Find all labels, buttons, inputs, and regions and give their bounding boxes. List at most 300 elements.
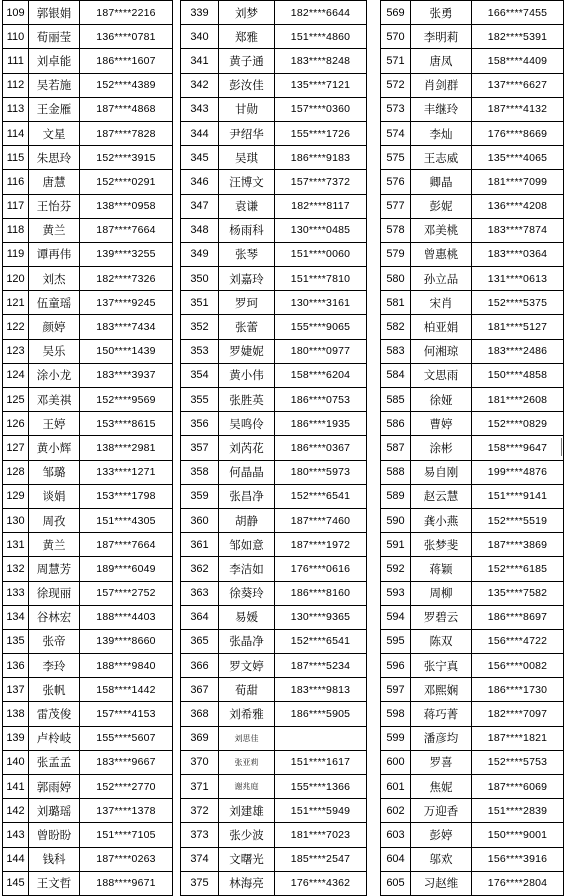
row-number-cell: 587 [381,436,411,460]
phone-cell: 130****9365 [275,605,367,629]
phone-cell: 152****0291 [80,170,173,194]
row-number-cell: 360 [181,508,219,532]
phone-cell: 153****8615 [80,412,173,436]
name-cell: 曹婷 [411,412,472,436]
name-cell: 刘芮花 [219,436,275,460]
name-cell: 周柳 [411,581,472,605]
table-row [3,315,173,339]
table-row [381,315,564,339]
table-row [3,218,173,242]
phone-cell: 186****1607 [80,49,173,73]
name-cell: 张宁真 [411,654,472,678]
name-cell: 张晶净 [219,629,275,653]
row-number-cell: 601 [381,775,411,799]
phone-cell: 156****3916 [472,847,564,871]
name-cell: 习赵维 [411,871,472,895]
row-number-cell: 113 [3,97,29,121]
table-row [181,121,367,145]
row-number-cell: 130 [3,508,29,532]
row-number-cell: 350 [181,267,219,291]
table-row [181,49,367,73]
name-cell: 吴琪 [219,146,275,170]
name-cell: 邓美祺 [29,388,80,412]
phone-cell: 137****9245 [80,291,173,315]
table-row [3,25,173,49]
phone-cell: 155****1366 [275,775,367,799]
name-cell: 袁谦 [219,194,275,218]
phone-cell: 183****7874 [472,218,564,242]
row-number-cell: 600 [381,750,411,774]
row-number-cell: 127 [3,436,29,460]
table-row [181,775,367,799]
name-cell: 刘杰 [29,267,80,291]
phone-cell: 158****9647 [472,436,564,460]
row-number-cell: 142 [3,799,29,823]
phone-cell: 182****7326 [80,267,173,291]
row-number-cell: 361 [181,533,219,557]
name-cell: 伍童瑶 [29,291,80,315]
phone-cell: 150****4858 [472,363,564,387]
phone-cell: 151****1617 [275,750,367,774]
phone-cell: 186****8160 [275,581,367,605]
row-number-cell: 115 [3,146,29,170]
row-number-cell: 352 [181,315,219,339]
roster-body [181,1,367,896]
name-cell: 汪博文 [219,170,275,194]
phone-cell: 152****6541 [275,629,367,653]
table-row [181,533,367,557]
name-cell: 刘璐瑶 [29,799,80,823]
table-row [181,726,367,750]
row-number-cell: 145 [3,871,29,895]
name-cell: 黄兰 [29,533,80,557]
row-number-cell: 596 [381,654,411,678]
row-number-cell: 572 [381,73,411,97]
row-number-cell: 373 [181,823,219,847]
table-row [3,412,173,436]
row-number-cell: 584 [381,363,411,387]
table-row [3,823,173,847]
name-cell: 郭银娟 [29,1,80,25]
name-cell: 谷林宏 [29,605,80,629]
table-row [381,629,564,653]
phone-cell: 188****9840 [80,654,173,678]
phone-cell: 187****4868 [80,97,173,121]
name-cell: 焦妮 [411,775,472,799]
phone-cell: 151****5949 [275,799,367,823]
table-row [3,97,173,121]
row-number-cell: 356 [181,412,219,436]
phone-cell: 187****7664 [80,218,173,242]
name-cell: 张琴 [219,242,275,266]
table-row [181,605,367,629]
row-number-cell: 137 [3,678,29,702]
table-row [3,291,173,315]
table-row [381,726,564,750]
table-row [3,49,173,73]
name-cell: 黄小辉 [29,436,80,460]
row-number-cell: 597 [381,678,411,702]
phone-cell: 183****9667 [80,750,173,774]
name-cell: 陈双 [411,629,472,653]
name-cell: 卿晶 [411,170,472,194]
row-number-cell: 119 [3,242,29,266]
row-number-cell: 602 [381,799,411,823]
phone-cell: 137****1378 [80,799,173,823]
name-cell: 何湘琼 [411,339,472,363]
table-row [3,363,173,387]
name-cell: 张勇 [411,1,472,25]
phone-cell: 151****4305 [80,508,173,532]
name-cell: 刘希雅 [219,702,275,726]
phone-cell: 151****9141 [472,484,564,508]
phone-cell: 151****0060 [275,242,367,266]
name-cell: 徐现丽 [29,581,80,605]
row-number-cell: 128 [3,460,29,484]
phone-cell: 157****0360 [275,97,367,121]
row-number-cell: 129 [3,484,29,508]
name-cell: 蒋巧菁 [411,702,472,726]
name-cell: 肖剑群 [411,73,472,97]
table-row [181,750,367,774]
name-cell: 王金雁 [29,97,80,121]
phone-cell: 186****8697 [472,605,564,629]
phone-cell: 139****3255 [80,242,173,266]
row-number-cell: 604 [381,847,411,871]
row-number-cell: 594 [381,605,411,629]
phone-cell: 150****1439 [80,339,173,363]
name-cell: 王婷 [29,412,80,436]
phone-cell: 135****4065 [472,146,564,170]
name-cell: 彭婷 [411,823,472,847]
table-row [3,508,173,532]
row-number-cell: 595 [381,629,411,653]
table-row [381,97,564,121]
table-row [181,291,367,315]
row-number-cell: 603 [381,823,411,847]
row-number-cell: 582 [381,315,411,339]
phone-cell: 187****3869 [472,533,564,557]
table-row [381,121,564,145]
row-number-cell: 580 [381,267,411,291]
row-number-cell: 574 [381,121,411,145]
row-number-cell: 344 [181,121,219,145]
table-row [3,557,173,581]
phone-cell: 188****4403 [80,605,173,629]
row-number-cell: 586 [381,412,411,436]
row-number-cell: 347 [181,194,219,218]
name-cell: 何晶晶 [219,460,275,484]
row-number-cell: 135 [3,629,29,653]
table-row [3,242,173,266]
row-number-cell: 132 [3,557,29,581]
table-row [3,146,173,170]
phone-cell: 152****0829 [472,412,564,436]
row-number-cell: 374 [181,847,219,871]
name-cell: 李洁如 [219,557,275,581]
phone-cell: 186****0753 [275,388,367,412]
table-row [3,678,173,702]
name-cell: 文思雨 [411,363,472,387]
name-cell: 郑雅 [219,25,275,49]
table-row [381,146,564,170]
table-row [3,1,173,25]
name-cell: 尹绍华 [219,121,275,145]
name-cell: 文星 [29,121,80,145]
phone-cell: 130****3161 [275,291,367,315]
table-row [3,388,173,412]
phone-cell: 152****3915 [80,146,173,170]
row-number-cell: 110 [3,25,29,49]
name-cell: 徐葵玲 [219,581,275,605]
name-cell: 邬欢 [411,847,472,871]
table-row [181,363,367,387]
phone-cell: 188****9671 [80,871,173,895]
phone-cell: 157****4153 [80,702,173,726]
name-cell: 郭雨婷 [29,775,80,799]
name-cell: 邓熙娴 [411,678,472,702]
phone-cell: 155****1726 [275,121,367,145]
name-cell: 黄小伟 [219,363,275,387]
row-number-cell: 111 [3,49,29,73]
table-row [3,581,173,605]
row-number-cell: 367 [181,678,219,702]
phone-cell: 187****7664 [80,533,173,557]
row-number-cell: 133 [3,581,29,605]
name-cell: 张胜英 [219,388,275,412]
name-cell: 黄子通 [219,49,275,73]
name-cell: 王文哲 [29,871,80,895]
row-number-cell: 569 [381,1,411,25]
row-number-cell: 371 [181,775,219,799]
row-number-cell: 140 [3,750,29,774]
row-number-cell: 570 [381,25,411,49]
roster-table-2 [180,0,367,896]
phone-cell: 183****9813 [275,678,367,702]
row-number-cell: 345 [181,146,219,170]
table-row [181,267,367,291]
table-row [181,170,367,194]
phone-cell: 155****9065 [275,315,367,339]
table-row [3,871,173,895]
phone-cell: 176****8669 [472,121,564,145]
name-cell: 丰继玲 [411,97,472,121]
phone-cell: 183****7434 [80,315,173,339]
name-cell: 涂彬 [411,436,472,460]
phone-cell: 181****7099 [472,170,564,194]
phone-cell: 158****6204 [275,363,367,387]
name-cell: 邓美桃 [411,218,472,242]
phone-cell [275,726,367,750]
phone-cell: 199****4876 [472,460,564,484]
phone-cell: 186****9183 [275,146,367,170]
table-row [181,412,367,436]
name-cell: 刘卓能 [29,49,80,73]
row-number-cell: 358 [181,460,219,484]
table-row [381,339,564,363]
row-number-cell: 605 [381,871,411,895]
table-row [381,25,564,49]
name-cell: 胡静 [219,508,275,532]
name-cell: 蒋颖 [411,557,472,581]
roster-table-3 [380,0,564,896]
table-row [3,339,173,363]
phone-cell: 176****0616 [275,557,367,581]
row-number-cell: 372 [181,799,219,823]
row-number-cell: 114 [3,121,29,145]
table-row [381,557,564,581]
name-cell: 周慧芳 [29,557,80,581]
table-row [3,436,173,460]
phone-cell: 187****0263 [80,847,173,871]
phone-cell: 152****2770 [80,775,173,799]
row-number-cell: 579 [381,242,411,266]
table-row [3,605,173,629]
table-row [3,847,173,871]
phone-cell: 180****0977 [275,339,367,363]
roster-table-1 [2,0,173,896]
phone-cell: 136****0781 [80,25,173,49]
name-cell: 柏亚娟 [411,315,472,339]
name-cell: 张亚莉 [219,750,275,774]
phone-cell: 139****8660 [80,629,173,653]
row-number-cell: 144 [3,847,29,871]
table-row [381,823,564,847]
table-row [381,605,564,629]
table-row [381,218,564,242]
phone-cell: 150****9001 [472,823,564,847]
row-number-cell: 362 [181,557,219,581]
name-cell: 赵云慧 [411,484,472,508]
name-cell: 张帆 [29,678,80,702]
row-number-cell: 592 [381,557,411,581]
row-number-cell: 348 [181,218,219,242]
row-number-cell: 122 [3,315,29,339]
name-cell: 谈娟 [29,484,80,508]
row-number-cell: 366 [181,654,219,678]
phone-cell: 180****5973 [275,460,367,484]
phone-cell: 131****0613 [472,267,564,291]
name-cell: 吴乐 [29,339,80,363]
table-row [181,339,367,363]
table-row [381,363,564,387]
row-number-cell: 357 [181,436,219,460]
table-row [381,750,564,774]
table-row [181,557,367,581]
text-cursor-mark [561,438,562,456]
row-number-cell: 576 [381,170,411,194]
table-row [381,871,564,895]
row-number-cell: 585 [381,388,411,412]
phone-cell: 152****6541 [275,484,367,508]
phone-cell: 183****2486 [472,339,564,363]
name-cell: 王怡芬 [29,194,80,218]
row-number-cell: 598 [381,702,411,726]
phone-cell: 176****2804 [472,871,564,895]
phone-cell: 186****1730 [472,678,564,702]
phone-cell: 186****5905 [275,702,367,726]
table-row [381,533,564,557]
phone-cell: 186****1935 [275,412,367,436]
table-row [381,194,564,218]
table-row [381,460,564,484]
table-row [3,726,173,750]
name-cell: 万迎香 [411,799,472,823]
phone-cell: 182****8117 [275,194,367,218]
name-cell: 龚小燕 [411,508,472,532]
row-number-cell: 581 [381,291,411,315]
row-number-cell: 370 [181,750,219,774]
name-cell: 邹璐 [29,460,80,484]
table-row [381,49,564,73]
name-cell: 荀甜 [219,678,275,702]
phone-cell: 182****6644 [275,1,367,25]
name-cell: 谭再伟 [29,242,80,266]
table-row [3,750,173,774]
table-row [381,702,564,726]
phone-cell: 183****8248 [275,49,367,73]
phone-cell: 183****3937 [80,363,173,387]
name-cell: 潘彦均 [411,726,472,750]
table-row [381,73,564,97]
name-cell: 宋肖 [411,291,472,315]
phone-cell: 135****7121 [275,73,367,97]
name-cell: 张梦斐 [411,533,472,557]
name-cell: 甘勋 [219,97,275,121]
name-cell: 曾盼盼 [29,823,80,847]
name-cell: 李玲 [29,654,80,678]
row-number-cell: 573 [381,97,411,121]
row-number-cell: 599 [381,726,411,750]
row-number-cell: 342 [181,73,219,97]
phone-cell: 152****4389 [80,73,173,97]
table-row [181,194,367,218]
row-number-cell: 131 [3,533,29,557]
table-row [181,799,367,823]
row-number-cell: 351 [181,291,219,315]
name-cell: 罗碧云 [411,605,472,629]
table-row [381,484,564,508]
name-cell: 邹如意 [219,533,275,557]
row-number-cell: 116 [3,170,29,194]
row-number-cell: 593 [381,581,411,605]
row-number-cell: 368 [181,702,219,726]
row-number-cell: 364 [181,605,219,629]
name-cell: 唐凤 [411,49,472,73]
row-number-cell: 355 [181,388,219,412]
table-row [3,267,173,291]
phone-cell: 151****2839 [472,799,564,823]
phone-cell: 176****4362 [275,871,367,895]
table-row [381,267,564,291]
phone-cell: 152****5519 [472,508,564,532]
phone-cell: 137****6627 [472,73,564,97]
row-number-cell: 117 [3,194,29,218]
row-number-cell: 375 [181,871,219,895]
table-row [381,1,564,25]
row-number-cell: 340 [181,25,219,49]
row-number-cell: 575 [381,146,411,170]
name-cell: 雷茂俊 [29,702,80,726]
name-cell: 李灿 [411,121,472,145]
name-cell: 张蕾 [219,315,275,339]
phone-cell: 181****7023 [275,823,367,847]
name-cell: 王志威 [411,146,472,170]
row-number-cell: 124 [3,363,29,387]
row-number-cell: 126 [3,412,29,436]
table-row [3,629,173,653]
table-row [3,654,173,678]
